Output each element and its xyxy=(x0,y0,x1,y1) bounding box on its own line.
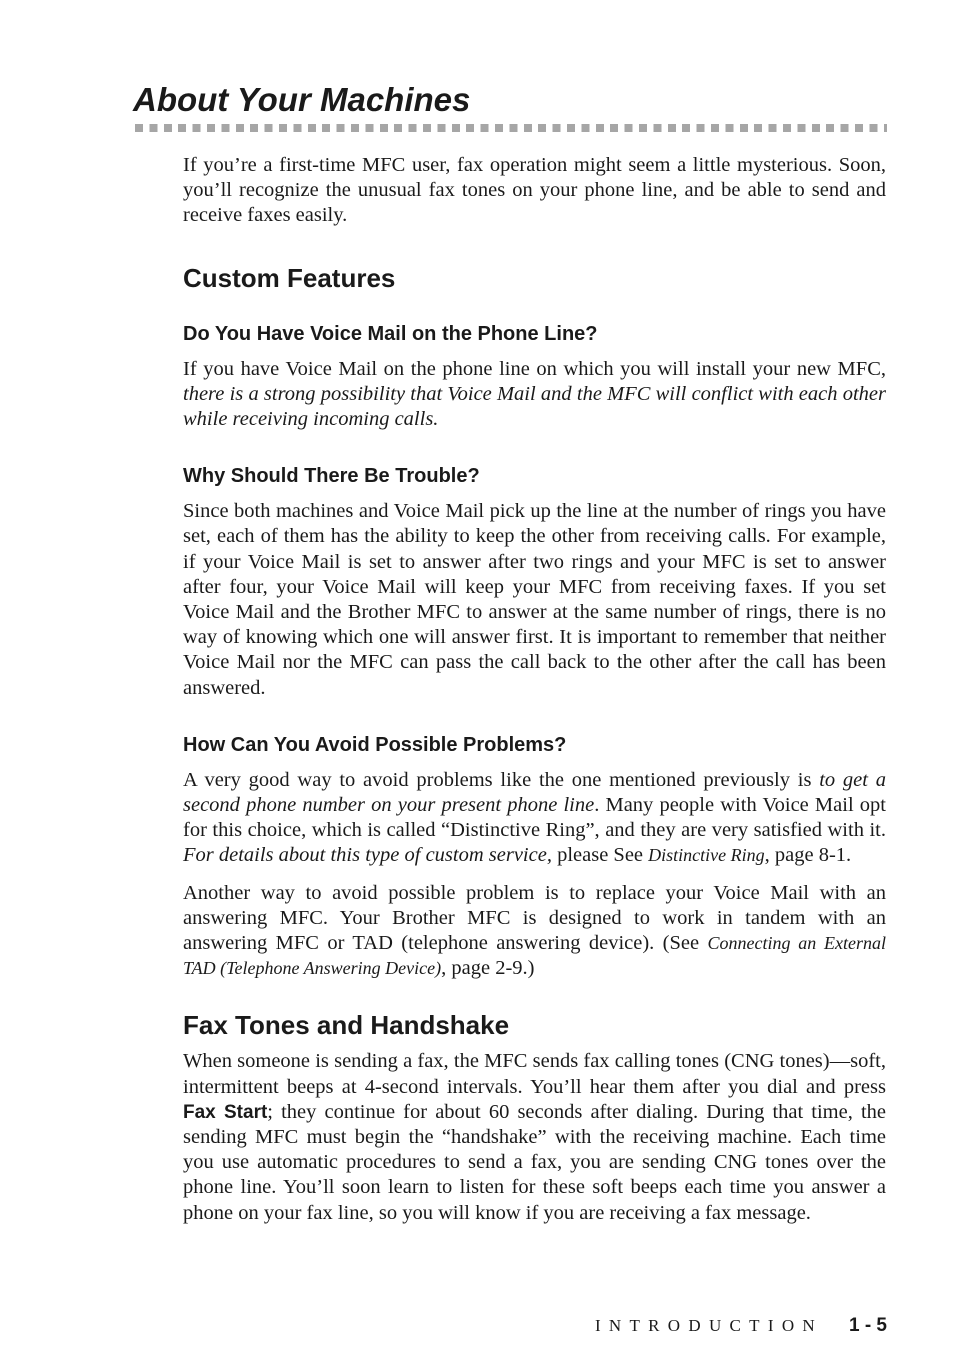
external-tad-reference: Connecting an External TAD (Telephone Answering Device) xyxy=(183,933,886,979)
fax-start-key-label: Fax Start xyxy=(183,1101,268,1123)
voice-mail-warning: there is a strong possibility that Voice Mail and the MFC will conflict with each other while receiving incoming calls. xyxy=(183,382,886,431)
avoid-text-a: A very good way to avoid problems like the one mentioned previously is xyxy=(183,768,820,791)
page-title: About Your Machines xyxy=(133,81,471,118)
voice-mail-heading: Do You Have Voice Mail on the Phone Line? xyxy=(183,322,598,345)
fax-tones-heading: Fax Tones and Handshake xyxy=(183,1010,510,1041)
avoid2-text-a: Another way to avoid possible problem is to replace your Voice Mail with an answering MFC. Your Brother MFC is designed to work in tandem with an answering MFC or TAD (telephone answering device). (See xyxy=(183,881,886,955)
footer-page-number: 1 - 5 xyxy=(848,1315,887,1336)
avoid-heading: How Can You Avoid Possible Problems? xyxy=(183,733,567,756)
page-content xyxy=(183,153,886,1226)
avoid-text-b: to get a second phone number on your present phone line xyxy=(183,768,886,817)
fax-tones-text-a: When someone is sending a fax, the MFC sends fax calling tones (CNG tones)—soft, intermittent beeps at 4-second intervals. You’ll hear them after you dial and press xyxy=(183,1050,886,1098)
footer-section-label: INTRODUCTION xyxy=(594,1316,823,1335)
avoid-paragraph-1 xyxy=(183,768,886,869)
distinctive-ring-reference: Distinctive Ring xyxy=(648,845,765,866)
avoid-text-d: For details about this type of custom service, xyxy=(183,844,552,867)
page-footer xyxy=(595,1315,887,1337)
avoid-paragraph-2 xyxy=(183,881,886,982)
voice-mail-text: If you have Voice Mail on the phone line on which you will install your new MFC, xyxy=(183,357,886,380)
trouble-heading: Why Should There Be Trouble? xyxy=(183,465,480,488)
custom-features-heading: Custom Features xyxy=(183,262,396,293)
title-dotted-rule xyxy=(135,124,887,132)
avoid-text-c: . Many people with Voice Mail opt for this choice, which is called “Distinctive Ring”, and they are very satisfied with it. xyxy=(183,794,886,842)
avoid-text-e: please See xyxy=(551,844,649,867)
voice-mail-paragraph xyxy=(183,357,886,433)
fax-tones-paragraph xyxy=(183,1049,886,1225)
intro-paragraph: If you’re a first-time MFC user, fax operation might seem a little mysterious. Soon, you’ll recognize the unusual fax tones on your phone line, and be able to send and receive faxes easily. xyxy=(183,154,886,227)
trouble-paragraph: Since both machines and Voice Mail pick up the line at the number of rings you have set, each of them has the ability to keep the other from receiving calls. For example, if your Voice Mail is set to answer after two rings and your MFC is set to answer after four, your Voice Mail will keep your MFC from receiving faxes. If you set Voice Mail and the Brother MFC to answer at the same number of rings, there is no way of knowing which one will answer first. It is important to remember that neither Voice Mail nor the MFC can pass the call back to the other after the call has been answered. xyxy=(183,500,886,699)
avoid2-text-c: , page 2-9.) xyxy=(441,957,535,980)
avoid-text-g: , page 8-1. xyxy=(764,844,852,867)
fax-tones-text-b: ; they continue for about 60 seconds after dialing. During that time, the sending MFC must begin the “handshake” with the receiving machine. Each time you use automatic procedures to send a fax, you are sending CNG tones over the phone line. You’ll soon learn to listen for these soft beeps each time you answer a phone on your fax line, so you will know if you are receiving a fax message. xyxy=(183,1100,886,1224)
